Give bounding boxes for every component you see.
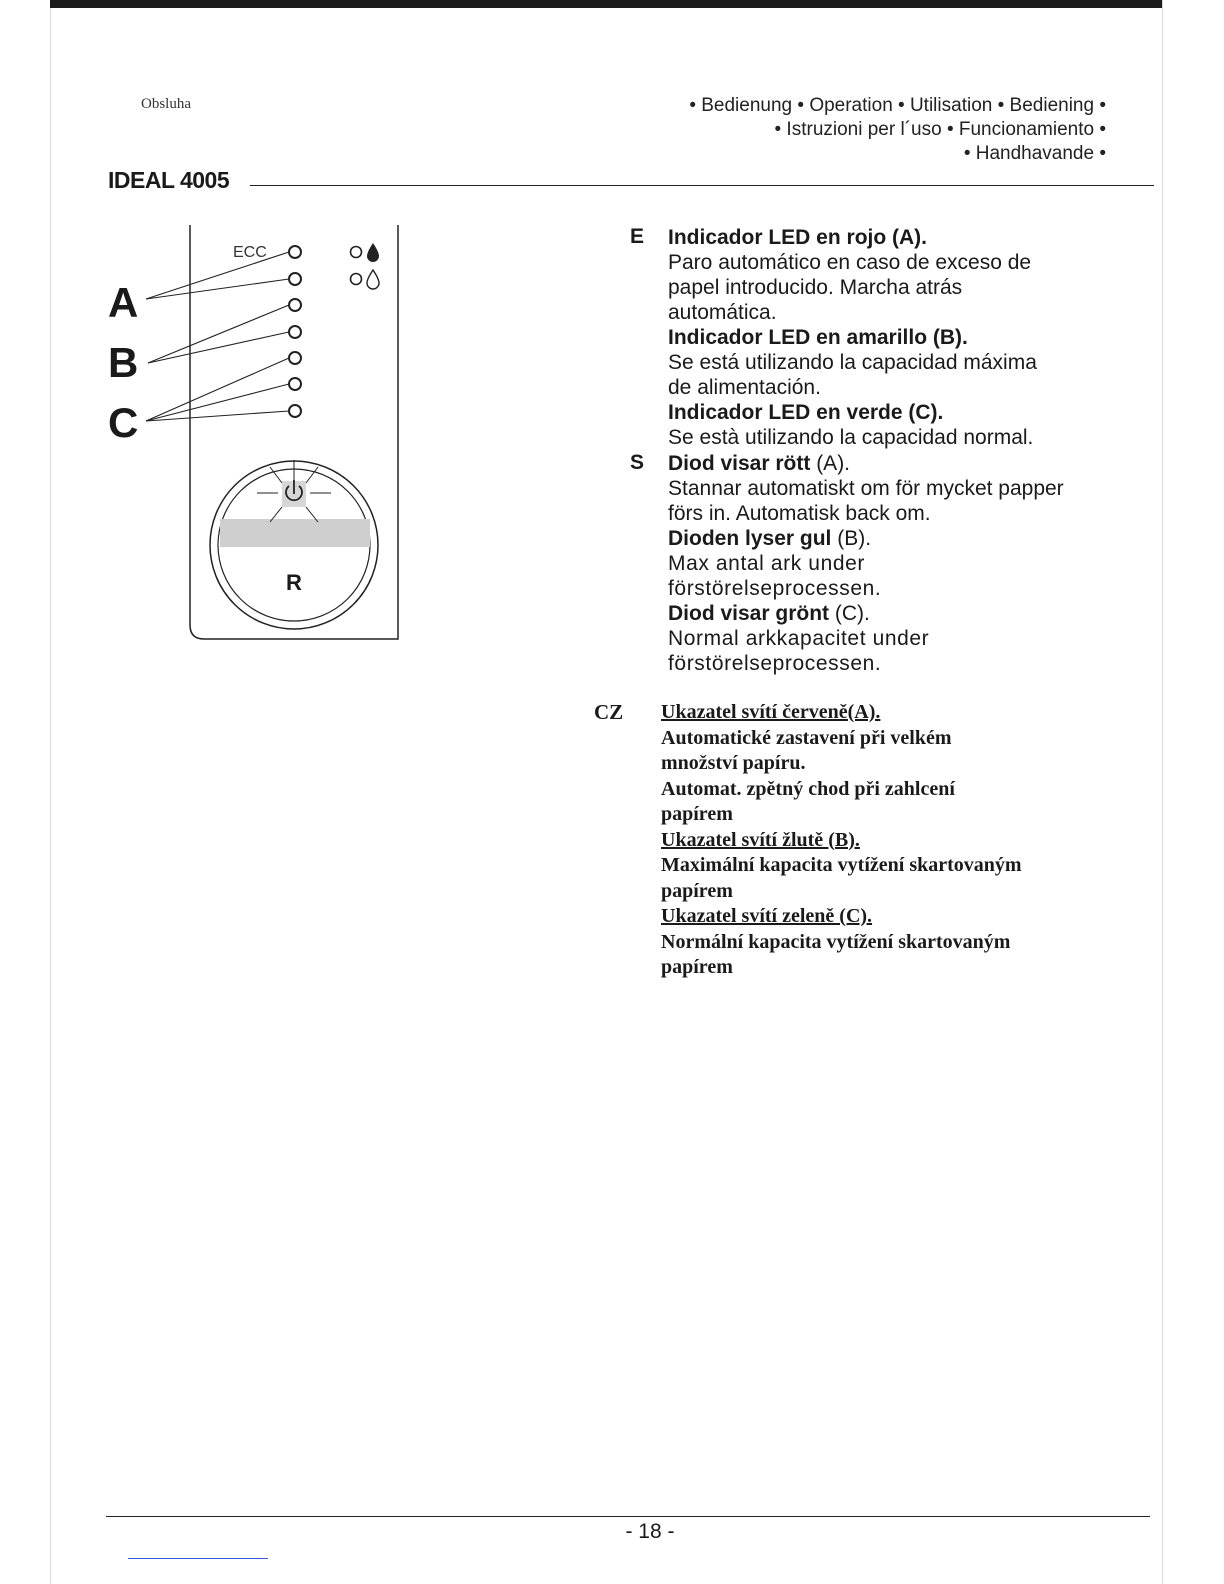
spanish-text-line: Se està utilizando la capacidad normal. bbox=[668, 426, 1034, 449]
languages-line: • Handhavande • bbox=[963, 143, 1106, 164]
swedish-red-title: Diod visar rött bbox=[668, 452, 811, 475]
led-indicator bbox=[289, 326, 301, 338]
czech-block bbox=[661, 700, 1022, 981]
spanish-text-line: Paro automático en caso de exceso de bbox=[668, 251, 1032, 274]
led-indicator bbox=[289, 299, 301, 311]
czech-text-line: Normální kapacita vytížení skartovaným bbox=[661, 930, 1011, 953]
footer-rule bbox=[106, 1516, 1150, 1517]
swedish-green-title: Diod visar grönt bbox=[668, 602, 830, 625]
led-indicator bbox=[289, 378, 301, 390]
spanish-yellow-title: Indicador LED en amarillo (B). bbox=[668, 326, 968, 349]
spanish-text-line: Se está utilizando la capacidad máxima bbox=[668, 351, 1037, 374]
led-indicator bbox=[289, 352, 301, 364]
label-a: A bbox=[108, 279, 139, 326]
spanish-text-line: de alimentación. bbox=[668, 376, 821, 399]
power-button bbox=[210, 460, 378, 629]
czech-text-line: Automatické zastavení při velkém bbox=[661, 726, 952, 749]
led-indicator bbox=[289, 405, 301, 417]
swedish-red-suffix: (A). bbox=[810, 452, 851, 475]
button-label: R bbox=[286, 570, 302, 595]
oil-empty-icon bbox=[367, 270, 379, 289]
header-rule bbox=[250, 185, 1154, 186]
languages-line: • Bedienung • Operation • Utilisation • Bediening • bbox=[689, 95, 1106, 116]
lang-code-s: S bbox=[630, 451, 645, 474]
czech-text-line: papírem bbox=[661, 803, 733, 825]
swedish-green-suffix: (C). bbox=[829, 602, 870, 625]
label-c: C bbox=[108, 399, 139, 446]
model-name: IDEAL 4005 bbox=[108, 167, 230, 193]
swedish-block bbox=[668, 451, 1064, 676]
scan-top-edge bbox=[50, 0, 1162, 8]
led-indicator bbox=[351, 274, 362, 285]
spanish-green-title: Indicador LED en verde (C). bbox=[668, 401, 944, 424]
swedish-text-line: förs in. Automatisk back om. bbox=[668, 502, 931, 525]
led-indicator bbox=[289, 273, 301, 285]
ecc-label: ECC bbox=[233, 244, 267, 261]
lang-code-cz: CZ bbox=[594, 700, 624, 724]
czech-green-title: Ukazatel svítí zeleně (C). bbox=[661, 905, 873, 927]
czech-text-line: papírem bbox=[661, 879, 733, 902]
swedish-text-line: Stannar automatiskt om för mycket papper bbox=[668, 477, 1064, 500]
page-number: - 18 - bbox=[625, 1520, 675, 1543]
label-b: B bbox=[108, 339, 139, 386]
swedish-yellow-title: Dioden lyser gul bbox=[668, 527, 832, 550]
spanish-text-line: papel introducido. Marcha atrás bbox=[668, 276, 963, 299]
scan-margin-left bbox=[0, 0, 51, 1584]
czech-red-title: Ukazatel svítí červeně(A). bbox=[661, 701, 881, 723]
spanish-text-line: automática. bbox=[668, 301, 777, 324]
czech-text-line: Maximální kapacita vytížení skartovaným bbox=[661, 854, 1022, 876]
spanish-block bbox=[668, 225, 1037, 450]
swedish-text-line: Normal arkkapacitet under bbox=[668, 627, 930, 650]
czech-text-line: množství papíru. bbox=[661, 752, 806, 774]
scan-margin-right bbox=[1162, 0, 1224, 1584]
swedish-text-line: förstörelseprocessen. bbox=[668, 577, 882, 600]
languages-line: • Istruzioni per l´uso • Funcionamiento • bbox=[774, 119, 1106, 140]
section-languages bbox=[689, 94, 1106, 166]
led-indicator bbox=[289, 246, 301, 258]
spanish-red-title: Indicador LED en rojo (A). bbox=[668, 226, 928, 249]
czech-yellow-title: Ukazatel svítí žlutě (B). bbox=[661, 828, 860, 851]
leader-lines bbox=[146, 252, 289, 421]
swedish-text-line: förstörelseprocessen. bbox=[668, 652, 882, 675]
section-title-cz: Obsluha bbox=[141, 96, 191, 112]
czech-text-line: Automat. zpětný chod při zahlcení bbox=[661, 777, 955, 800]
led-indicator bbox=[351, 247, 362, 258]
hyperlink-underline[interactable] bbox=[128, 1558, 268, 1559]
control-panel-diagram bbox=[100, 215, 420, 655]
lang-code-e: E bbox=[630, 225, 645, 248]
oil-full-icon bbox=[367, 243, 379, 262]
swedish-yellow-suffix: (B). bbox=[831, 527, 872, 550]
led-column bbox=[289, 246, 301, 417]
czech-text-line: papírem bbox=[661, 956, 733, 978]
swedish-text-line: Max antal ark under bbox=[668, 552, 865, 575]
